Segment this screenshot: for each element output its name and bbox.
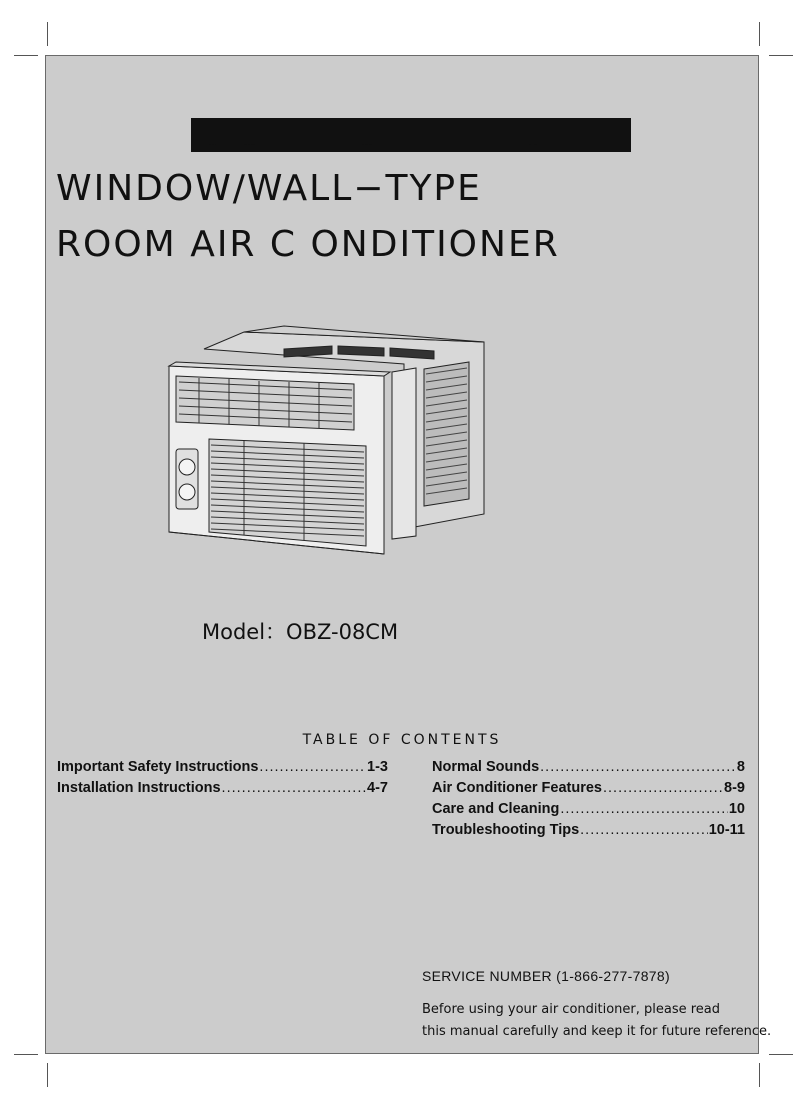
- toc-entry-pages: 10: [728, 801, 745, 817]
- usage-note-line-2: this manual carefully and keep it for future reference.: [422, 1024, 772, 1039]
- air-conditioner-illustration: [154, 324, 504, 569]
- toc-leader-dots: [259, 759, 366, 775]
- toc-entry: [432, 822, 745, 843]
- crop-mark: [47, 1063, 48, 1087]
- subtitle-line-1: WINDOW/WALL−TYPE: [56, 168, 482, 209]
- toc-entry-label: Normal Sounds: [432, 759, 540, 775]
- toc-entry-pages: 1-3: [367, 759, 388, 775]
- toc-entry: [57, 780, 388, 801]
- toc-entry: [432, 801, 745, 822]
- toc-right-column: [432, 759, 745, 843]
- toc-entry-pages: 8: [736, 759, 745, 775]
- toc-left-column: [57, 759, 388, 801]
- toc-leader-dots: [540, 759, 736, 775]
- manual-cover: [45, 55, 772, 1054]
- crop-mark: [769, 55, 793, 56]
- toc-leader-dots: [560, 801, 728, 817]
- toc-entry: [57, 759, 388, 780]
- toc-heading: TABLE OF CONTENTS: [302, 732, 502, 748]
- toc-entry-label: Air Conditioner Features: [432, 780, 602, 796]
- manual-title: [191, 86, 631, 152]
- toc-entry-label: Installation Instructions: [57, 780, 221, 796]
- service-number: SERVICE NUMBER (1-866-277-7878): [422, 968, 670, 984]
- crop-mark: [47, 22, 48, 46]
- toc-entry: [432, 759, 745, 780]
- toc-entry-label: Care and Cleaning: [432, 801, 560, 817]
- crop-mark: [14, 55, 38, 56]
- crop-mark: [759, 22, 760, 46]
- toc-entry-pages: 10-11: [708, 822, 745, 838]
- toc-entry: [432, 780, 745, 801]
- toc-entry-pages: 4-7: [367, 780, 388, 796]
- usage-note-line-1: Before using your air conditioner, please read: [422, 1002, 721, 1017]
- toc-entry-pages: 8-9: [724, 780, 745, 796]
- crop-mark: [769, 1054, 793, 1055]
- subtitle-line-2: ROOM AIR C ONDITIONER: [56, 224, 560, 265]
- model-number: Model：OBZ-08CM: [202, 620, 399, 644]
- toc-leader-dots: [603, 780, 723, 796]
- toc-entry-label: Important Safety Instructions: [57, 759, 259, 775]
- toc-entry-label: Troubleshooting Tips: [432, 822, 580, 838]
- crop-mark: [759, 1063, 760, 1087]
- crop-mark: [14, 1054, 38, 1055]
- toc-leader-dots: [222, 780, 366, 796]
- toc-leader-dots: [580, 822, 708, 838]
